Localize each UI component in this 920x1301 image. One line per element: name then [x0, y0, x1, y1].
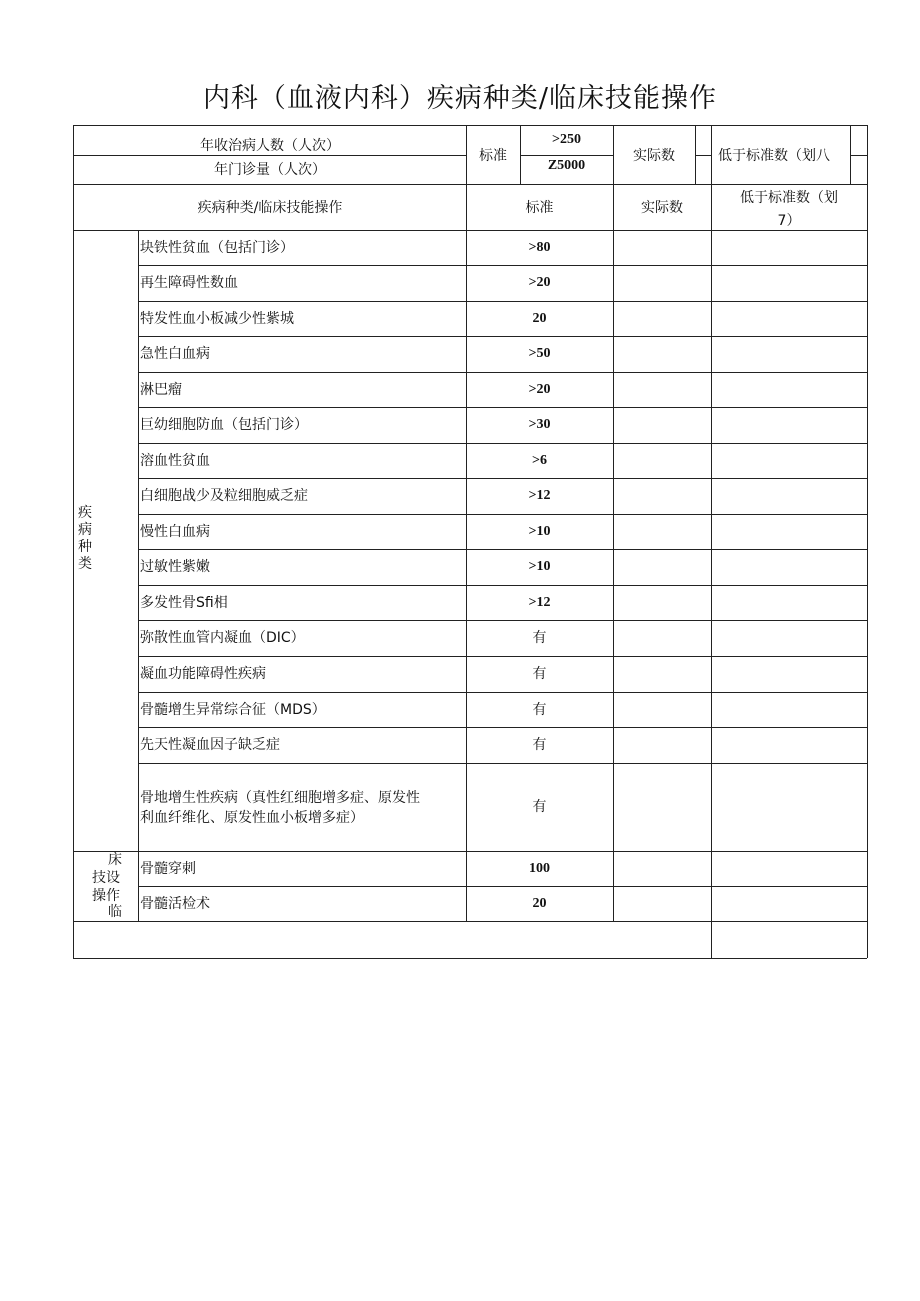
table-rule: [73, 230, 867, 231]
disease-group-text: 疾病种类: [78, 505, 92, 572]
disease-standard: >80: [528, 239, 551, 255]
table-rule: [138, 230, 139, 921]
table-rule: [138, 727, 867, 728]
table-rule: [695, 155, 711, 156]
disease-group-label: [74, 505, 96, 573]
table-rule: [73, 155, 466, 156]
disease-name: 急性白血病: [140, 346, 210, 362]
table-rule: [520, 155, 613, 156]
disease-name-line1: 骨地增生性疾病（真性红细胞增多症、原发性: [140, 790, 420, 806]
table-rule: [613, 125, 614, 184]
below-column-header-line1: 低于标准数（划: [740, 190, 838, 206]
table-rule: [138, 301, 867, 302]
table-rule: [850, 155, 867, 156]
disease-name: 特发性血小板减少性紫城: [140, 310, 294, 327]
disease-name: 骨髓增生异常综合征（MDS）: [140, 701, 326, 718]
disease-name: 过敏性紫嫩: [140, 559, 210, 575]
disease-standard: 有: [532, 799, 547, 815]
table-rule: [73, 125, 867, 126]
disease-standard: >50: [528, 346, 551, 361]
standard-header-label: 标准: [479, 148, 507, 164]
skill-name: 骨髓活检术: [140, 896, 210, 912]
disease-name: 淋巴瘤: [140, 381, 182, 398]
standard-patients-value: >250: [552, 132, 581, 147]
page-title: 内科（血液内科）疾病种类/临床技能操作: [202, 83, 718, 114]
table-rule: [73, 184, 867, 185]
table-rule: [138, 478, 867, 479]
table-rule: [711, 184, 712, 230]
skill-standard: 20: [532, 896, 547, 911]
table-rule: [138, 514, 867, 515]
disease-standard: 有: [532, 666, 547, 682]
disease-name: 块铁性贫血（包括门诊）: [140, 239, 294, 256]
table-rule: [73, 125, 74, 958]
table-rule: [138, 265, 867, 266]
table-rule: [466, 125, 467, 184]
below-column-header-line2: 7）: [777, 213, 801, 229]
skills-group-line: 临: [108, 904, 122, 920]
skills-group-label: [74, 852, 138, 922]
disease-name: 凝血功能障碍性疾病: [140, 666, 266, 682]
disease-name: 多发性骨Sfi相: [140, 594, 228, 611]
skills-group-line: 操作: [92, 888, 120, 904]
skill-standard: 100: [529, 861, 550, 876]
annual-outpatients-label: 年门诊量（人次）: [214, 162, 326, 178]
disease-name-line2: 利血纤维化、原发性血小板增多症）: [140, 810, 364, 826]
table-rule: [520, 125, 521, 184]
category-column-header: 疾病种类/临床技能操作: [197, 200, 343, 216]
table-rule: [73, 851, 867, 852]
table-rule: [138, 407, 867, 408]
table-rule: [138, 549, 867, 550]
disease-name: 白细胞战少及粒细胞威乏症: [140, 488, 308, 504]
standard-outpatients-value: Z5000: [547, 158, 586, 173]
disease-standard: >12: [528, 488, 551, 503]
table-rule: [138, 692, 867, 693]
table-rule: [138, 620, 867, 621]
disease-name: 弥散性血管内凝血（DIC）: [140, 630, 305, 646]
disease-standard: 有: [532, 737, 547, 753]
table-rule: [138, 585, 867, 586]
disease-name: 巨幼细胞防血（包括门诊）: [140, 417, 308, 433]
below-standard-header-label: 低于标准数（划八: [718, 148, 830, 164]
table-rule: [613, 230, 614, 921]
disease-standard: >6: [532, 452, 547, 468]
table-rule: [613, 184, 614, 230]
standard-column-header: 标准: [525, 200, 554, 216]
disease-standard: >10: [528, 523, 551, 539]
disease-standard: >20: [528, 275, 551, 290]
annual-patients-label: 年收治病人数（人次）: [200, 138, 340, 154]
table-rule: [138, 336, 867, 337]
disease-standard: >10: [528, 559, 551, 574]
disease-standard: >30: [528, 417, 551, 432]
disease-name: 先天性凝血因子缺乏症: [140, 737, 280, 753]
table-rule: [138, 443, 867, 444]
disease-standard: 有: [532, 701, 547, 718]
disease-name: 慢性白血病: [140, 523, 210, 540]
table-rule: [138, 656, 867, 657]
disease-standard: 有: [532, 630, 547, 646]
disease-standard: 20: [532, 310, 547, 326]
skills-group-line: 床: [108, 852, 122, 868]
disease-name: 溶血性贫血: [140, 452, 210, 469]
table-rule: [711, 230, 712, 958]
table-rule: [138, 372, 867, 373]
table-rule: [466, 230, 467, 921]
actual-column-header: 实际数: [641, 200, 683, 216]
actual-header-label: 实际数: [633, 148, 675, 164]
table-rule: [138, 763, 867, 764]
skills-group-line: 技设: [92, 870, 120, 886]
table-rule: [867, 125, 868, 958]
table-rule: [138, 886, 867, 887]
skill-name: 骨髓穿刺: [140, 861, 196, 877]
table-rule: [73, 958, 867, 959]
disease-standard: >20: [528, 381, 551, 397]
disease-standard: >12: [528, 594, 551, 610]
table-rule: [73, 921, 867, 922]
table-rule: [711, 125, 712, 184]
table-rule: [466, 184, 467, 230]
disease-name: 再生障碍性数血: [140, 275, 238, 291]
